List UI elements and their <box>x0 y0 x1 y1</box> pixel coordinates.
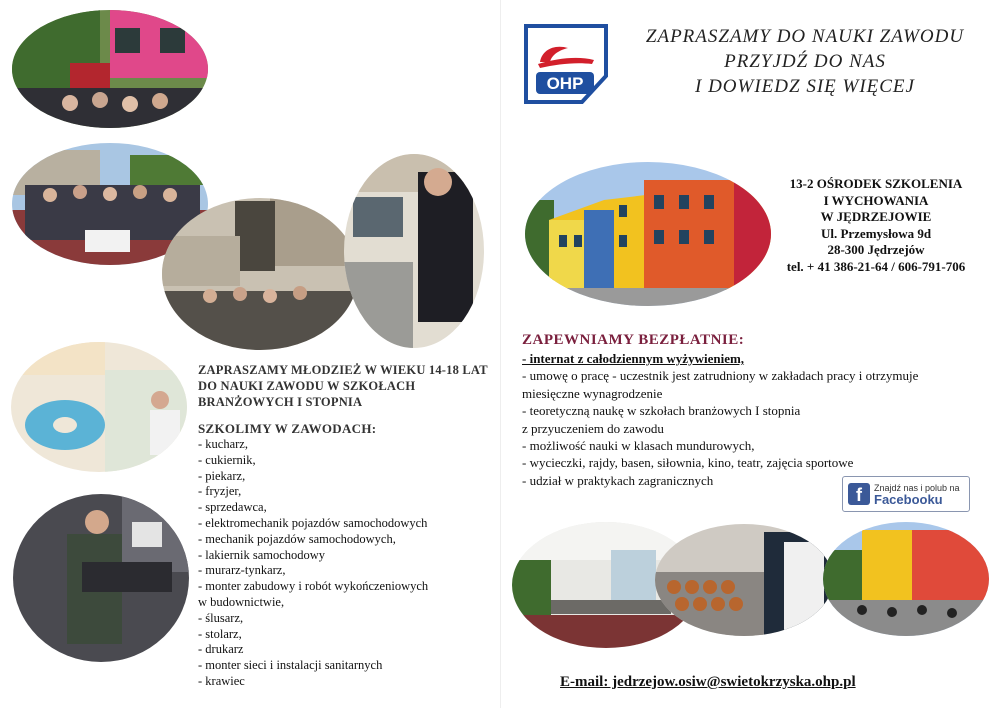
ohp-logo <box>522 22 610 106</box>
facebook-icon: f <box>848 483 870 505</box>
benefits-list <box>522 350 962 489</box>
profession-item: - mechanik pojazdów samochodowych, <box>198 531 396 546</box>
benefit-item: - internat z całodziennym wyżywieniem, <box>522 351 745 366</box>
benefit-item: z przyuczeniem do zawodu <box>522 420 664 436</box>
address-line-1: 13-2 OŚRODEK SZKOLENIA <box>789 176 963 191</box>
profession-item: - ślusarz, <box>198 610 244 625</box>
profession-item: - lakiernik samochodowy <box>198 547 326 562</box>
header-line-1: ZAPRASZAMY DO NAUKI ZAWODU <box>645 26 965 47</box>
photo-bakery <box>654 522 834 638</box>
photo-outdoor-event <box>10 8 210 130</box>
photo-mechanic-workshop <box>12 492 190 664</box>
center-address <box>760 176 992 275</box>
photo-city-monument <box>160 196 360 352</box>
benefit-item: miesięczne wynagrodzenie <box>522 385 663 401</box>
facebook-small-text: Znajdź nas i polub na <box>874 483 960 493</box>
benefit-item: - teoretyczną naukę w szkołach branżowych I stopnia <box>522 403 801 419</box>
photo-outdoor-sports <box>822 520 990 638</box>
invite-line-1: ZAPRASZAMY MŁODZIEŻ W WIEKU 14-18 LAT <box>198 363 488 377</box>
photo-school-building <box>524 160 772 308</box>
profession-item: - stolarz, <box>198 626 242 641</box>
profession-item: - sprzedawca, <box>198 500 267 515</box>
profession-item: - monter sieci i instalacji sanitarnych <box>198 658 383 673</box>
profession-item: - drukarz <box>198 642 244 657</box>
address-phone: tel. + 41 386-21-64 / 606-791-706 <box>786 258 966 274</box>
invite-title <box>198 362 488 410</box>
address-line-5: 28-300 Jędrzejów <box>827 242 925 257</box>
benefit-item: - wycieczki, rajdy, basen, siłownia, kino, teatr, zajęcia sportowe <box>522 455 854 471</box>
facebook-big-text: Facebooku <box>874 492 943 507</box>
profession-item: - kucharz, <box>198 437 248 451</box>
profession-item: - elektromechanik pojazdów samochodowych <box>198 515 428 530</box>
professions-title: SZKOLIMY W ZAWODACH: <box>198 421 377 436</box>
facebook-badge[interactable] <box>842 476 970 512</box>
profession-item: - fryzjer, <box>198 484 242 499</box>
photo-pastry-class <box>10 340 188 475</box>
ohp-logo-text: OHP <box>546 74 584 93</box>
page-fold <box>500 0 501 708</box>
invite-line-3: BRANŻOWYCH I STOPNIA <box>198 395 363 409</box>
header-invitation <box>620 24 990 99</box>
profession-item: - cukiernik, <box>198 452 256 467</box>
benefits-title: ZAPEWNIAMY BEZPŁATNIE: <box>522 332 745 348</box>
photo-cashier <box>343 152 485 350</box>
email-link[interactable]: E-mail: jedrzejow.osiw@swietokrzyska.ohp.pl <box>560 674 856 690</box>
header-line-2: PRZYJDŹ DO NAS <box>724 51 886 72</box>
profession-item: - piekarz, <box>198 468 246 483</box>
benefit-item: - udział w praktykach zagranicznych <box>522 472 714 488</box>
header-line-3: I DOWIEDZ SIĘ WIĘCEJ <box>695 76 915 97</box>
profession-item: w budownictwie, <box>198 594 285 609</box>
address-line-4: Ul. Przemysłowa 9d <box>820 225 932 241</box>
address-line-2: I WYCHOWANIA <box>823 192 929 208</box>
benefit-item: - umowę o pracę - uczestnik jest zatrudniony w zakładach pracy i otrzymuje <box>522 368 919 384</box>
benefit-item: - możliwość nauki w klasach mundurowych, <box>522 438 755 454</box>
professions-list <box>198 437 488 690</box>
profession-item: - monter zabudowy i robót wykończeniowych <box>198 579 429 594</box>
profession-item: - krawiec <box>198 673 245 688</box>
address-line-3: W JĘDRZEJOWIE <box>820 209 932 224</box>
invite-line-2: DO NAUKI ZAWODU W SZKOŁACH <box>198 379 416 393</box>
profession-item: - murarz-tynkarz, <box>198 563 286 578</box>
